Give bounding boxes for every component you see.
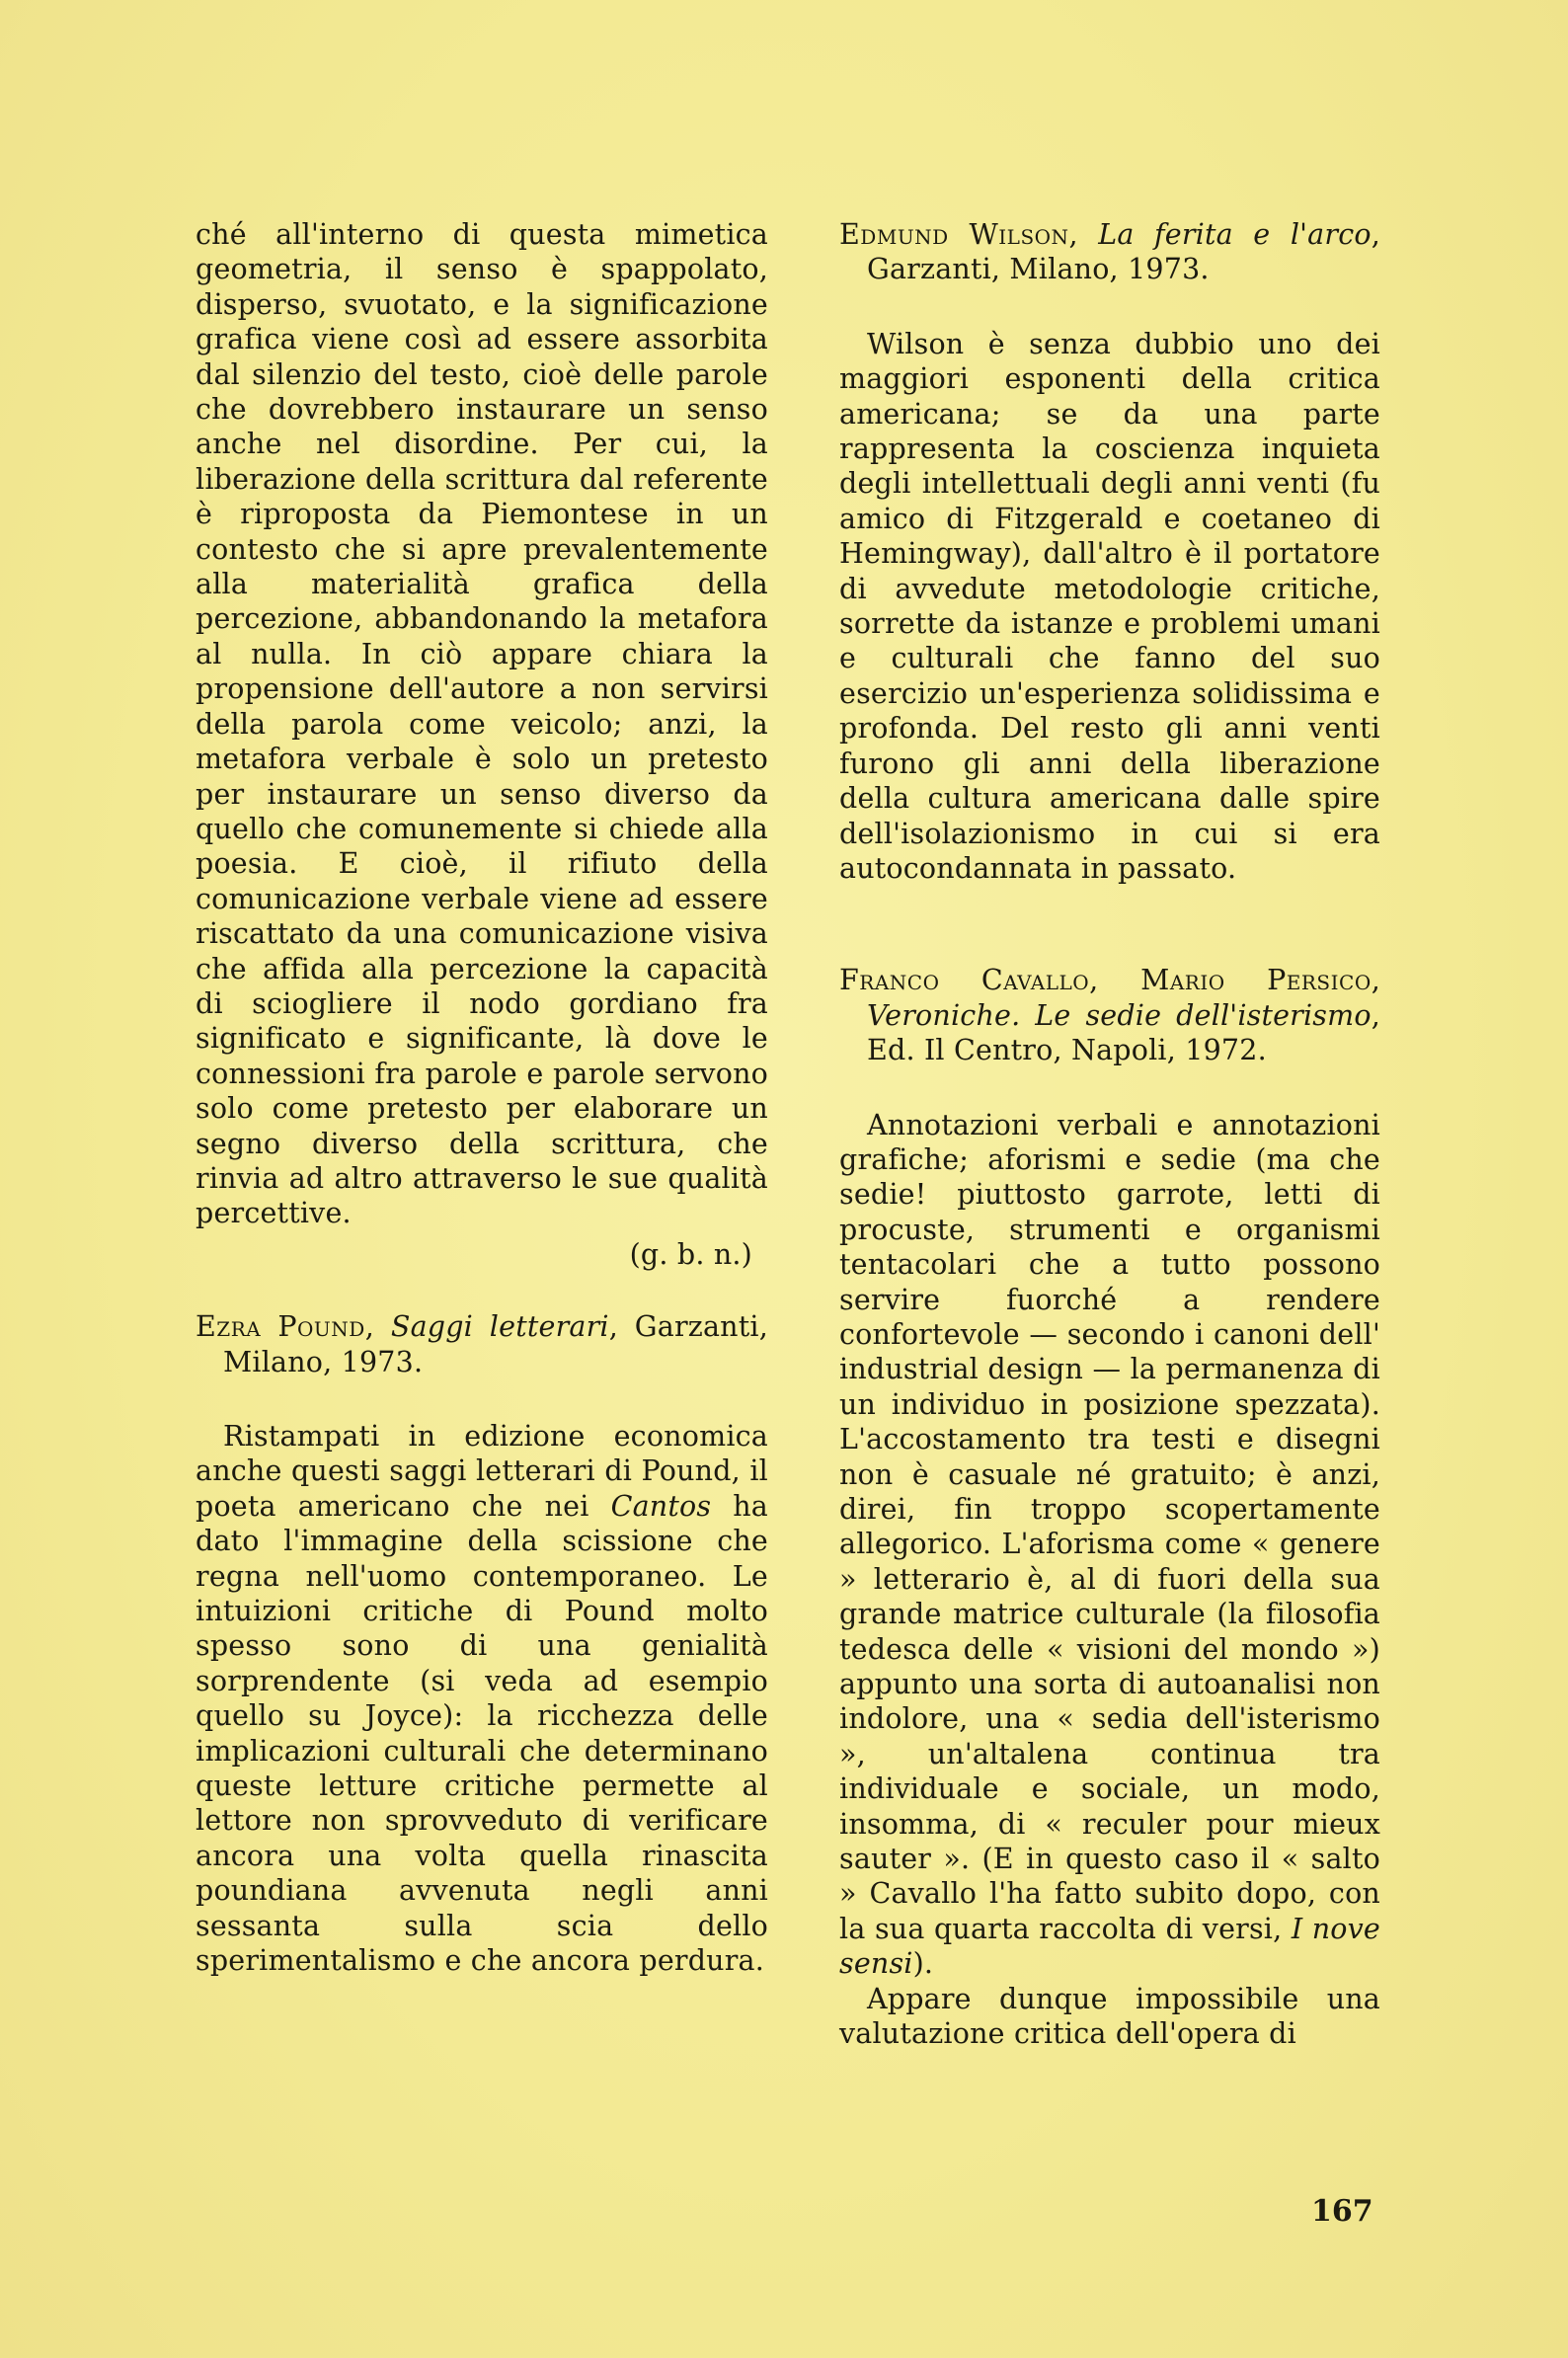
cantos-title: Cantos bbox=[610, 1489, 712, 1523]
reference-pound: Ezra Pound, Saggi letterari, Garzanti, Milano, 1973. bbox=[196, 1310, 768, 1378]
publisher-cavallo: , Ed. Il Centro, Napoli, 1972. bbox=[867, 998, 1380, 1067]
review-veroniche-continuation: Appare dunque impossibile una valutazione critica dell'opera di bbox=[839, 1982, 1380, 2051]
review-wilson-paragraph: Wilson è senza dubbio uno dei maggiori esponenti della critica americana; se da una parte rappresenta la coscienza inquieta degli intellettuali degli anni venti (fu amico di Fitzgerald e coetaneo di Hemingway), dall'altro è il portatore di avvedute metodologie critiche, sorrette da istanze e problemi umani e culturali che fanno del suo esercizio un'esperienza solidissima e profonda. Del resto gli anni venti furono gli anni della liberazione della cultura americana dalle spire dell'isolazionismo in cui si era autocondannata in passato. bbox=[839, 327, 1380, 885]
spacer bbox=[839, 925, 1380, 963]
page-number: 167 bbox=[1311, 2194, 1373, 2229]
spacer bbox=[839, 287, 1380, 327]
spacer bbox=[196, 1272, 768, 1309]
authors-cavallo-persico: Franco Cavallo, Mario Persico bbox=[839, 964, 1372, 997]
title-la-ferita-e-l-arco: La ferita e l'arco bbox=[1098, 218, 1372, 251]
reference-cavallo-persico: Franco Cavallo, Mario Persico, Veroniche. Le sedie dell'isterismo, Ed. Il Centro, Napoli, 1972. bbox=[839, 964, 1380, 1067]
spacer bbox=[839, 886, 1380, 925]
publisher-wilson: , Garzanti, Milano, 1973. bbox=[867, 218, 1380, 286]
title-veroniche: Veroniche. Le sedie dell'isterismo bbox=[867, 998, 1372, 1032]
review-veroniche-paragraph: Annotazioni verbali e annotazioni grafiche; aforismi e sedie (ma che sedie! piuttosto garrote, letti di procuste, strumenti e organismi tentacolari che a tutto possono servire fuorché a rendere confortevole — secondo i canoni dell' industrial design — la permanenza di un individuo in posizione spezzata). L'accostamento tra testi e disegni non è casuale né gratuito; è anzi, direi, fin troppo scopertamente allegorico. L'aforisma come « genere » letterario è, al di fuori della sua grande matrice culturale (la filosofia tedesca delle « visioni del mondo ») appunto una sorta di autoanalisi non indolore, una « sedia dell'isterismo », un'altalena continua tra individuale e sociale, un modo, insomma, di « reculer pour mieux sauter ». (E in questo caso il « salto » Cavallo l'ha fatto subito dopo, con la sua quarta raccolta di versi, I nove sensi). bbox=[839, 1108, 1380, 1981]
right-column bbox=[839, 217, 1380, 2052]
spacer bbox=[196, 1379, 768, 1419]
spacer bbox=[839, 1068, 1380, 1108]
review-pound-paragraph: Ristampati in edizione economica anche questi saggi letterari di Pound, il poeta americano che nei Cantos ha dato l'immagine della scissione che regna nell'uomo contemporaneo. Le intuizioni critiche di Pound molto spesso sono di una genialità sorprendente (si veda ad esempio quello su Joyce): la ricchezza delle implicazioni culturali che determinano queste letture critiche permette al lettore non sprovveduto di verificare ancora una volta quella rinascita poundiana avvenuta negli anni sessanta sulla scia dello sperimentalismo e che ancora perdura. bbox=[196, 1420, 768, 1978]
reference-wilson: Edmund Wilson, La ferita e l'arco, Garzanti, Milano, 1973. bbox=[839, 218, 1380, 286]
author-wilson: Edmund Wilson bbox=[839, 218, 1069, 251]
review-piemontese-paragraph: ché all'interno di questa mimetica geometria, il senso è spappolato, disperso, svuotato, e la significazione grafica viene così ad essere assorbita dal silenzio del testo, cioè delle parole che dovrebbero instaurare un senso anche nel disordine. Per cui, la liberazione della scrittura dal referente è riproposta da Piemontese in un contesto che si apre prevalentemente alla materialità grafica della percezione, abbandonando la metafora al nulla. In ciò appare chiara la propensione dell'autore a non servirsi della parola come veicolo; anzi, la metafora verbale è solo un pretesto per instaurare un senso diverso da quello che comunemente si chiede alla poesia. E cioè, il rifiuto della comunicazione verbale viene ad essere riscattato da una comunicazione visiva che affida alla percezione la capacità di sciogliere il nodo gordiano fra significato e significante, là dove le connessioni fra parole e parole servono solo come pretesto per elaborare un segno diverso della scrittura, che rinvia ad altro attraverso le sue qualità percettive. bbox=[196, 218, 768, 1230]
i-nove-sensi-title: I nove sensi bbox=[839, 1912, 1380, 1981]
title-saggi-letterari: Saggi letterari bbox=[390, 1310, 609, 1344]
publisher-pound: , Garzanti, Milano, 1973. bbox=[223, 1310, 768, 1378]
reviewer-initials: (g. b. n.) bbox=[629, 1237, 752, 1271]
author-pound: Ezra Pound bbox=[196, 1310, 365, 1344]
left-column bbox=[196, 217, 768, 1979]
